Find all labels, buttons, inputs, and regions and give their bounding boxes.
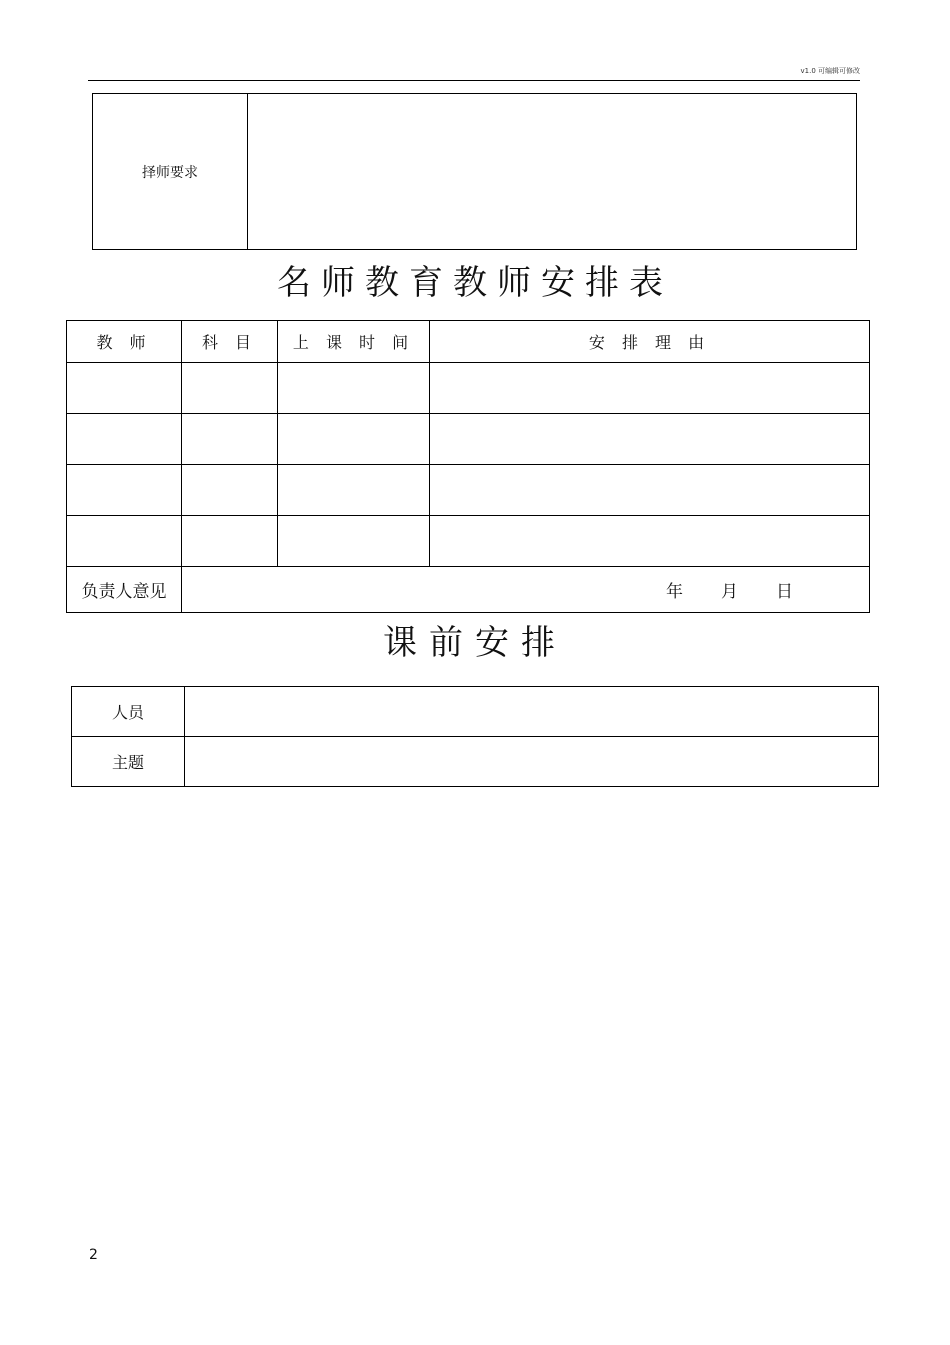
column-header-time: 上 课 时 间 [278,321,430,363]
table-row [72,687,879,737]
schedule-title: 名师教育教师安排表 [277,263,673,303]
personnel-field[interactable] [185,687,879,737]
reason-cell[interactable] [430,414,870,465]
signoff-row [67,567,870,613]
teacher-cell[interactable] [67,363,182,414]
table-row [67,516,870,567]
requirements-label: 择师要求 [93,94,248,250]
table-row [72,737,879,787]
time-cell[interactable] [278,465,430,516]
date-month-label: 月 [721,582,738,602]
subject-cell[interactable] [182,465,278,516]
requirements-field[interactable] [248,94,857,250]
signoff-label: 负责人意见 [67,567,182,613]
subject-cell[interactable] [182,363,278,414]
teacher-cell[interactable] [67,414,182,465]
topic-label: 主题 [72,737,185,787]
teacher-cell[interactable] [67,465,182,516]
time-cell[interactable] [278,516,430,567]
schedule-table [66,320,870,613]
reason-cell[interactable] [430,516,870,567]
reason-cell[interactable] [430,363,870,414]
date-year-label: 年 [666,582,683,602]
column-header-reason: 安 排 理 由 [430,321,870,363]
personnel-label: 人员 [72,687,185,737]
table-row [67,414,870,465]
reason-cell[interactable] [430,465,870,516]
subject-cell[interactable] [182,414,278,465]
column-header-teacher: 教 师 [67,321,182,363]
table-row [67,465,870,516]
requirements-table [92,93,857,250]
header-divider [88,80,860,81]
date-day-label: 日 [776,582,793,602]
table-row [67,363,870,414]
subject-cell[interactable] [182,516,278,567]
topic-field[interactable] [185,737,879,787]
teacher-cell[interactable] [67,516,182,567]
page-number: 2 [89,1247,98,1263]
signoff-field[interactable] [182,567,870,613]
time-cell[interactable] [278,363,430,414]
preclass-title: 课前安排 [383,623,567,663]
signoff-date [666,567,793,612]
version-note: v1.0 可编辑可修改 [800,67,860,75]
schedule-header-row [67,321,870,363]
column-header-subject: 科 目 [182,321,278,363]
time-cell[interactable] [278,414,430,465]
preclass-table [71,686,879,787]
